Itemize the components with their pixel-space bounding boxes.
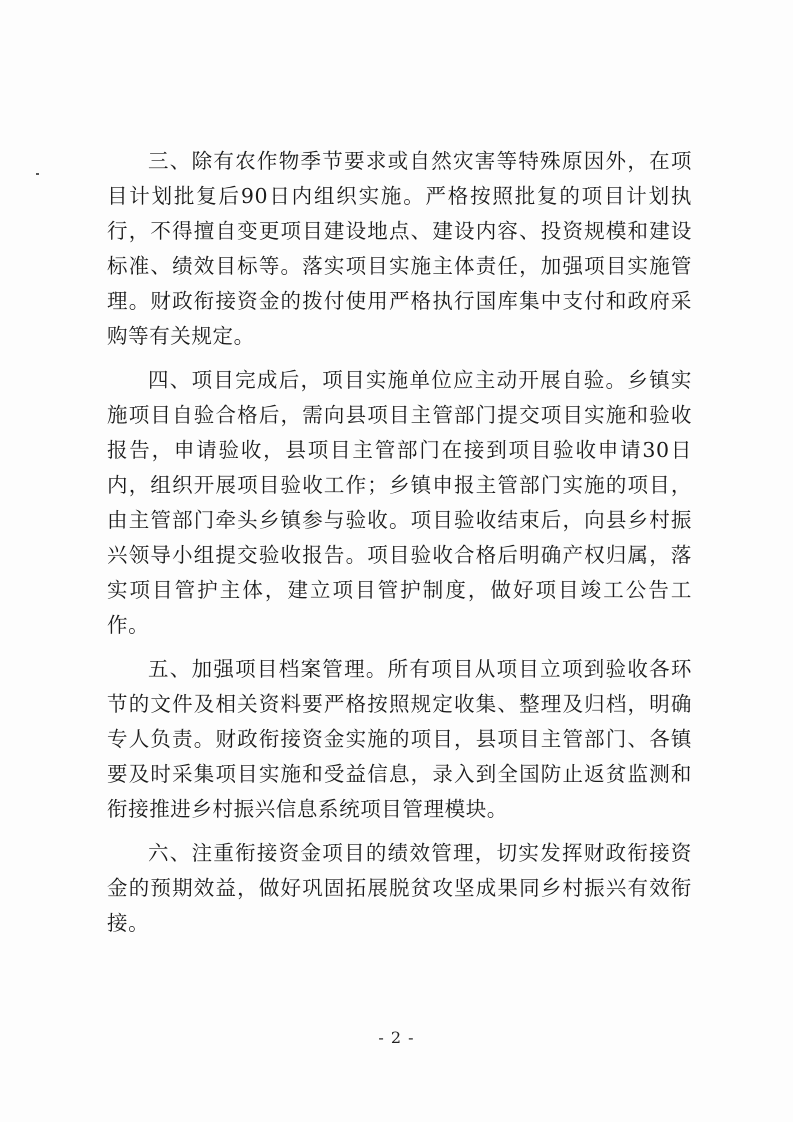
page-number: - 2 - (378, 1028, 415, 1047)
paragraph-six: 六、注重衔接资金项目的绩效管理，切实发挥财政衔接资金的预期效益，做好巩固拓展脱贫攻坚成果同乡村振兴有效衔接。 (107, 841, 692, 935)
paragraph-five: 五、加强项目档案管理。所有项目从项目立项到验收各环节的文件及相关资料要严格按照规定收集、整理及归档，明确专人负责。财政衔接资金实施的项目，县项目主管部门、各镇要及时采集项目实施和受益信息，录入到全国防止返贫监测和衔接推进乡村振兴信息系统项目管理模块。 (107, 657, 692, 821)
scan-speck (36, 173, 39, 175)
paragraph-three: 三、除有农作物季节要求或自然灾害等特殊原因外，在项目计划批复后90日内组织实施。严格按照批复的项目计划执行，不得擅自变更项目建设地点、建设内容、投资规模和建设标准、绩效目标等。落实项目实施主体责任，加强项目实施管理。财政衔接资金的拨付使用严格执行国库集中支付和政府采购等有关规定。 (107, 149, 692, 348)
paragraph-four: 四、项目完成后，项目实施单位应主动开展自验。乡镇实施项目自验合格后，需向县项目主管部门提交项目实施和验收报告，申请验收，县项目主管部门在接到项目验收申请30日内，组织开展项目验收工作；乡镇申报主管部门实施的项目，由主管部门牵头乡镇参与验收。项目验收结束后，向县乡村振兴领导小组提交验收报告。项目验收合格后明确产权归属，落实项目管护主体，建立项目管护制度，做好项目竣工公告工作。 (107, 368, 692, 637)
document-body (107, 144, 692, 950)
